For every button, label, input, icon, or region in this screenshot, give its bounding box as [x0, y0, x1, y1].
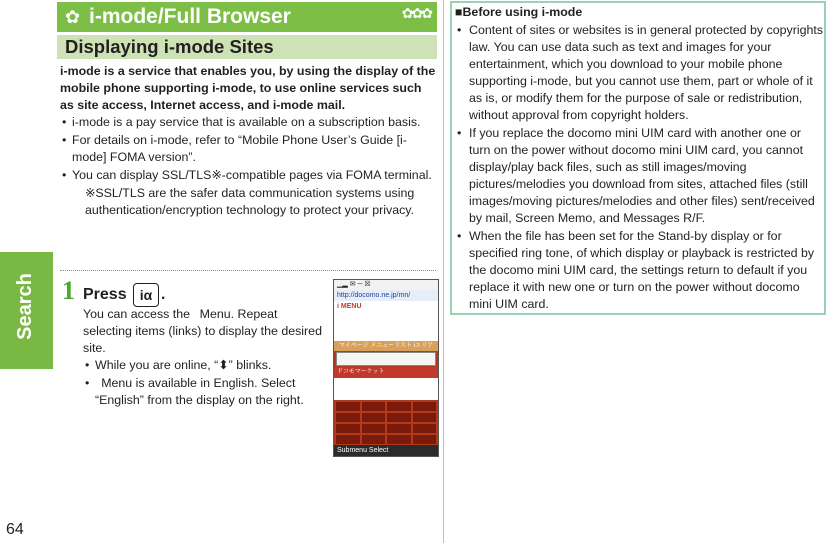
- step-heading: Press iα .: [83, 283, 166, 307]
- list-item: • Menu is available in English. Select “English” from the display on the right.: [85, 376, 304, 407]
- side-tab: [0, 252, 53, 369]
- side-tab-label: Search: [14, 273, 36, 340]
- phone-search-field: [336, 352, 436, 366]
- i-mode-key-icon: iα: [133, 283, 159, 307]
- phone-screenshot: [333, 279, 439, 457]
- info-box-heading: ■Before using i-mode: [455, 5, 583, 19]
- phone-status-bar: ▁▂ ✉ ─ ☒: [334, 280, 438, 290]
- phone-banner: ドコモマーケット: [334, 367, 438, 378]
- step-number: 1: [62, 276, 75, 305]
- list-item: • i-mode is a pay service that is available on a subscription basis.: [62, 115, 421, 129]
- list-item: • Content of sites or websites is in general protected by copyrights law. You can use data such as text and images for your entertainment, which you download to your mobile phone supporting i-mode, but you cannot use them, part or whole of it as is, or modify them for the purpose of sale or redistribution, without approval from copyright holders.: [457, 23, 824, 122]
- phone-url-bar: http://docomo.ne.jp/mn/: [334, 290, 438, 301]
- list-item: • While you are online, “⬍” blinks.: [85, 358, 272, 372]
- step-body: [83, 306, 328, 410]
- subsection-bar: [57, 35, 437, 59]
- dotted-divider: [60, 270, 436, 271]
- ssl-note: ※SSL/TLS are the safer data communication systems using authentication/encryption technology to protect your privacy.: [85, 186, 415, 217]
- clover-cluster-icon: ✿✿✿: [401, 5, 431, 21]
- section-title: i-mode/Full Browser: [89, 5, 291, 28]
- phone-nav-bar: マイページ メニューリスト iエリア: [334, 341, 438, 351]
- phone-menu-label: i MENU: [334, 301, 438, 313]
- left-bullet-list: [60, 114, 436, 219]
- list-item: • When the file has been set for the Stand-by display or for specified ring tone, of which display or playback is restricted by the docomo mini UIM card, the settings return to default if you replace it with new one or turn on the power without docomo mini UIM card.: [457, 229, 815, 311]
- step-description: You can access the Menu. Repeat selecting items (links) to display the desired site.: [83, 307, 322, 355]
- info-box-list: [455, 22, 823, 314]
- phone-logo-area: [334, 313, 438, 341]
- step-label: Press: [83, 286, 127, 304]
- phone-softkeys: Submenu Select: [334, 445, 438, 456]
- list-item: • If you replace the docomo mini UIM card with another one or turn on the power without docomo mini UIM card, you cannot display/play back files, such as still images/moving pictures/melodies you download from sites, attached files (still images/moving pictures/melodies and other files) sent/received by mail, Screen Memo, and Messages R/F.: [457, 126, 815, 225]
- page-number: 64: [6, 521, 24, 538]
- clover-icon: ✿: [65, 7, 81, 27]
- intro-paragraph: i-mode is a service that enables you, by using the display of the mobile phone supporting i-mode, to use online services such as site access, Internet access, and i-mode mail.: [60, 64, 436, 112]
- column-divider: [443, 0, 444, 543]
- section-title-bar: [57, 2, 437, 32]
- phone-promo-area: [334, 378, 438, 400]
- phone-menu-grid: [336, 402, 436, 444]
- subsection-title: Displaying i-mode Sites: [65, 36, 274, 57]
- list-item: • You can display SSL/TLS※-compatible pages via FOMA terminal.: [62, 168, 432, 182]
- list-item: • For details on i-mode, refer to “Mobile Phone User’s Guide [i-mode] FOMA version”.: [62, 133, 407, 164]
